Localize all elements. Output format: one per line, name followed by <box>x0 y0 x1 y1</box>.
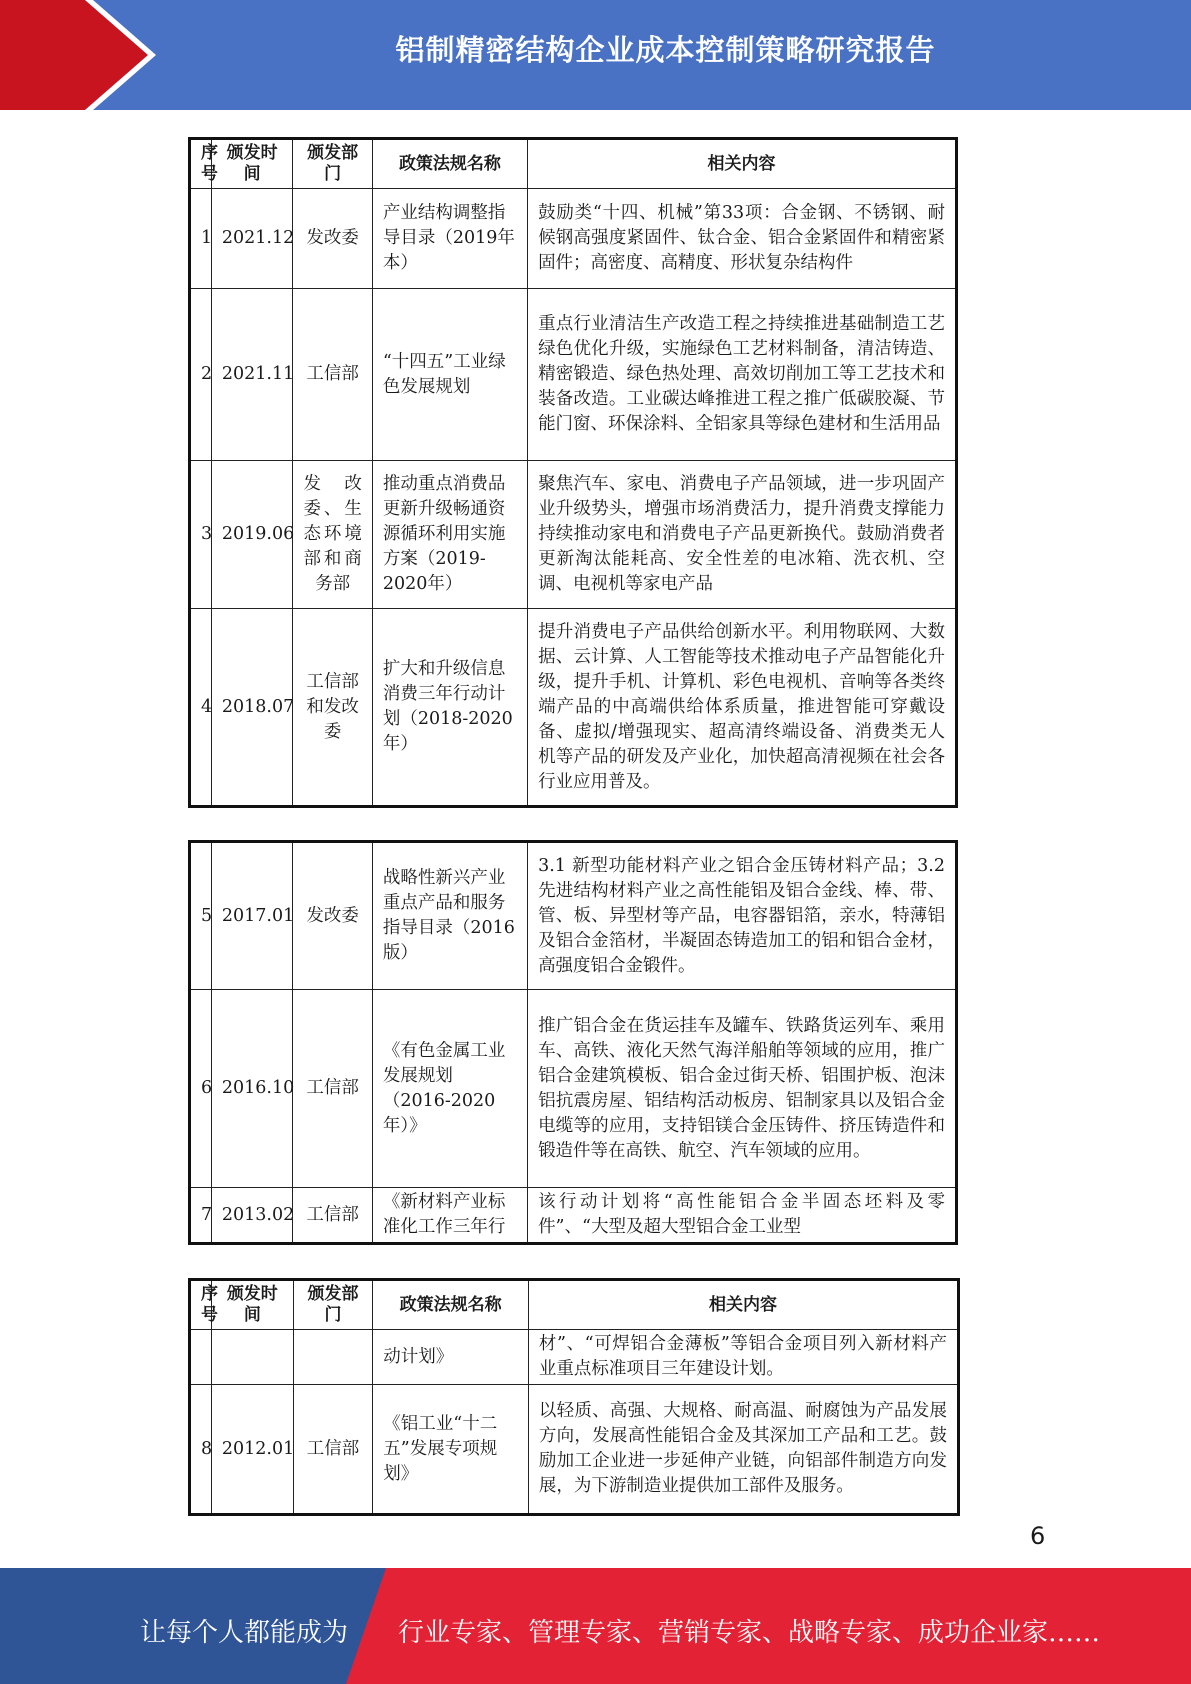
row-policy-name: 战略性新兴产业重点产品和服务指导目录（2016版） <box>372 842 527 990</box>
row-content: 聚焦汽车、家电、消费电子产品领域，进一步巩固产业升级势头，增强市场消费活力，提升消费支撑能力持续推动家电和消费电子产品更新换代。鼓励消费者更新淘汰能耗高、安全性差的电冰箱、洗衣机、空调、电视机等家电产品 <box>528 461 957 609</box>
footer-slogan-right: 行业专家、管理专家、营销专家、战略专家、成功企业家…… <box>398 1618 1101 1648</box>
row-dept <box>293 1330 373 1385</box>
col-header-name: 政策法规名称 <box>373 1280 529 1330</box>
col-header-content: 相关内容 <box>528 139 957 189</box>
table-header-row <box>190 1280 959 1330</box>
col-header-date: 颁发时间 <box>211 139 293 189</box>
row-date: 2012.01 <box>211 1385 293 1515</box>
policy-table-1 <box>188 137 958 808</box>
row-policy-name: 动计划》 <box>373 1330 529 1385</box>
row-policy-name: 《有色金属工业发展规划（2016-2020年）》 <box>372 990 527 1188</box>
row-policy-name: 《新材料产业标准化工作三年行 <box>372 1188 527 1244</box>
row-dept: 发改委 <box>293 842 372 990</box>
row-no: 4 <box>190 609 212 807</box>
row-policy-name: “十四五”工业绿色发展规划 <box>372 289 527 461</box>
row-dept: 工信部和发改委 <box>293 609 372 807</box>
footer-slogan-left: 让每个人都能成为 <box>140 1618 349 1648</box>
row-no <box>190 1330 212 1385</box>
row-dept: 工信部 <box>293 289 372 461</box>
table-row <box>190 990 957 1188</box>
col-header-name: 政策法规名称 <box>372 139 527 189</box>
row-no: 7 <box>190 1188 212 1244</box>
row-content: 重点行业清洁生产改造工程之持续推进基础制造工艺绿色优化升级，实施绿色工艺材料制备，清洁铸造、精密锻造、绿色热处理、高效切削加工等工艺技术和装备改造。工业碳达峰推进工程之推广低碳胶凝、节能门窗、环保涂料、全铝家具等绿色建材和生活用品 <box>528 289 957 461</box>
row-policy-name: 产业结构调整指导目录（2019年本） <box>372 189 527 289</box>
row-content: 推广铝合金在货运挂车及罐车、铁路货运列车、乘用车、高铁、液化天然气海洋船舶等领域的应用，推广铝合金建筑模板、铝合金过街天桥、铝围护板、泡沫铝抗震房屋、铝结构活动板房、铝制家具以及铝合金电缆等的应用，支持铝镁合金压铸件、挤压铸造件和锻造件等在高铁、航空、汽车领域的应用。 <box>528 990 957 1188</box>
row-date: 2013.02 <box>211 1188 293 1244</box>
table-row <box>190 189 957 289</box>
row-date: 2021.11 <box>211 289 293 461</box>
row-content: 提升消费电子产品供给创新水平。利用物联网、大数据、云计算、人工智能等技术推动电子产品智能化升级，提升手机、计算机、彩色电视机、音响等各类终端产品的中高端供给体系质量，推进智能可穿戴设备、虚拟/增强现实、超高清终端设备、消费类无人机等产品的研发及产业化，加快超高清视频在社会各行业应用普及。 <box>528 609 957 807</box>
row-date: 2016.10 <box>211 990 293 1188</box>
header-arrow-decoration <box>0 0 160 110</box>
row-no: 6 <box>190 990 212 1188</box>
row-dept: 工信部 <box>293 990 372 1188</box>
row-date: 2018.07 <box>211 609 293 807</box>
table-row <box>190 1330 959 1385</box>
row-no: 2 <box>190 289 212 461</box>
row-content: 材”、“可焊铝合金薄板”等铝合金项目列入新材料产业重点标准项目三年建设计划。 <box>528 1330 958 1385</box>
row-policy-name: 扩大和升级信息消费三年行动计划（2018-2020年） <box>372 609 527 807</box>
row-no: 8 <box>190 1385 212 1515</box>
table-row <box>190 461 957 609</box>
table-row <box>190 842 957 990</box>
row-dept: 工信部 <box>293 1188 372 1244</box>
table-row <box>190 1385 959 1515</box>
col-header-no: 序号 <box>190 139 212 189</box>
row-no: 5 <box>190 842 212 990</box>
row-date: 2021.12 <box>211 189 293 289</box>
row-policy-name: 《铝工业“十二五”发展专项规划》 <box>373 1385 529 1515</box>
policy-table-3 <box>188 1278 960 1516</box>
table-row <box>190 289 957 461</box>
table-row <box>190 1188 957 1244</box>
col-header-no: 序号 <box>190 1280 212 1330</box>
row-dept: 发改委 <box>293 189 372 289</box>
row-content: 鼓励类“十四、机械”第33项：合金钢、不锈钢、耐候钢高强度紧固件、钛合金、铝合金紧固件和精密紧固件；高密度、高精度、形状复杂结构件 <box>528 189 957 289</box>
row-date <box>211 1330 293 1385</box>
policy-table-2 <box>188 840 958 1245</box>
row-no: 1 <box>190 189 212 289</box>
col-header-date: 颁发时间 <box>211 1280 293 1330</box>
row-content: 3.1 新型功能材料产业之铝合金压铸材料产品；3.2 先进结构材料产业之高性能铝及铝合金线、棒、带、管、板、异型材等产品，电容器铝箔，亲水，特薄铝及铝合金箔材，半凝固态铸造加工的铝和铝合金材，高强度铝合金锻件。 <box>528 842 957 990</box>
page-number: 6 <box>1030 1522 1046 1550</box>
row-content: 以轻质、高强、大规格、耐高温、耐腐蚀为产品发展方向，发展高性能铝合金及其深加工产品和工艺。鼓励加工企业进一步延伸产业链，向铝部件制造方向发展，为下游制造业提供加工部件及服务。 <box>528 1385 958 1515</box>
col-header-dept: 颁发部门 <box>293 1280 373 1330</box>
row-policy-name: 推动重点消费品更新升级畅通资源循环利用实施方案（2019-2020年） <box>372 461 527 609</box>
page-footer <box>0 1568 1191 1684</box>
report-title: 铝制精密结构企业成本控制策略研究报告 <box>395 33 936 67</box>
row-dept: 发改委、生态环境部和商务部 <box>293 461 372 609</box>
table-header-row <box>190 139 957 189</box>
row-date: 2017.01 <box>211 842 293 990</box>
col-header-content: 相关内容 <box>528 1280 958 1330</box>
col-header-dept: 颁发部门 <box>293 139 372 189</box>
row-content: 该行动计划将“高性能铝合金半固态坯料及零件”、“大型及超大型铝合金工业型 <box>528 1188 957 1244</box>
page-header <box>0 0 1191 110</box>
table-row <box>190 609 957 807</box>
row-no: 3 <box>190 461 212 609</box>
row-dept: 工信部 <box>293 1385 373 1515</box>
row-date: 2019.06 <box>211 461 293 609</box>
